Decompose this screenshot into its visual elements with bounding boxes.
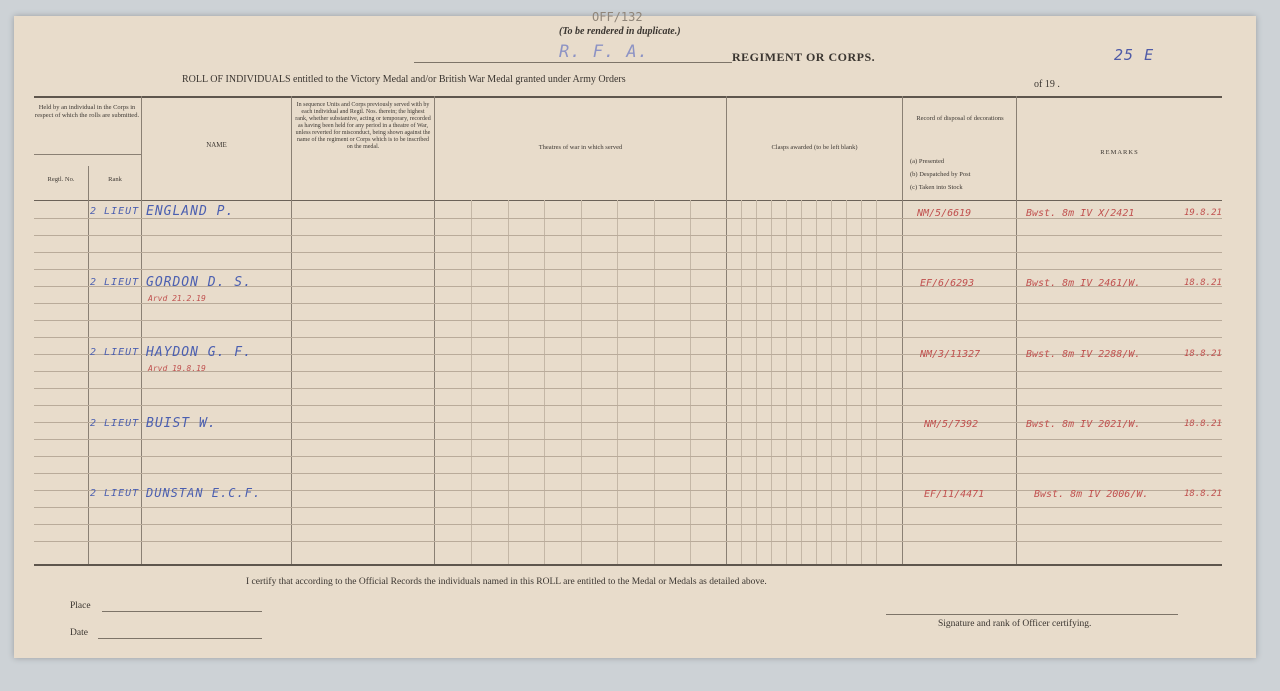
- regiment-label: REGIMENT OR CORPS.: [732, 50, 876, 64]
- entry-name: BUIST W.: [146, 416, 217, 431]
- clasp-subcol-line: [741, 200, 742, 564]
- clasp-subcol-line: [816, 200, 817, 564]
- row-rule: [34, 371, 1222, 372]
- entry-rank: 2 LIEUT: [90, 277, 140, 288]
- clasps-header: Clasps awarded (to be left blank): [771, 144, 858, 151]
- col-line: [141, 96, 142, 564]
- theatres-header: Theatres of war in which served: [538, 144, 623, 151]
- clasp-subcol-line: [861, 200, 862, 564]
- entry-date: 18.8.21: [1184, 419, 1222, 429]
- theatre-subcol-line: [508, 200, 509, 564]
- row-rule: [34, 439, 1222, 440]
- top-stamp: OFF/132: [592, 10, 643, 24]
- entry-note: Arvd 21.2.19: [148, 294, 206, 303]
- signature-label: Signature and rank of Officer certifying.: [938, 619, 1092, 629]
- roll-title: ROLL OF INDIVIDUALS entitled to the Victory Medal and/or British War Medal granted under Army Orders: [182, 74, 626, 85]
- certify-statement: I certify that according to the Official Records the individuals named in this ROLL are entitled to the Medal or Medals as detailed above.: [246, 577, 767, 587]
- entry-rank: 2 LIEUT: [90, 418, 140, 429]
- entry-name: GORDON D. S.: [146, 275, 252, 290]
- entry-remarks: Bwst. 8m IV 2461/W.: [1026, 278, 1141, 289]
- col-line: [291, 96, 292, 564]
- entry-rank: 2 LIEUT: [90, 488, 140, 499]
- entry-remarks: Bwst. 8m IV X/2421: [1026, 208, 1135, 219]
- row-rule: [34, 337, 1222, 338]
- clasp-subcol-line: [801, 200, 802, 564]
- row-rule: [34, 252, 1222, 253]
- row-rule: [34, 405, 1222, 406]
- row-rule: [34, 320, 1222, 321]
- theatre-subcol-line: [471, 200, 472, 564]
- entry-record: EF/6/6293: [920, 278, 975, 289]
- clasp-subcol-line: [846, 200, 847, 564]
- signature-line: [886, 614, 1178, 615]
- duplicate-note: (To be rendered in duplicate.): [559, 26, 681, 37]
- table-bottom-border: [34, 564, 1222, 566]
- col-line: [726, 96, 727, 564]
- reference-number: 25 E: [1114, 46, 1155, 64]
- theatre-subcol-line: [581, 200, 582, 564]
- record-header: Record of disposal of decorations: [916, 115, 1004, 122]
- entry-date: 18.8.21: [1184, 278, 1222, 288]
- entry-rank: 2 LIEUT: [90, 347, 140, 358]
- row-rule: [34, 456, 1222, 457]
- entry-name: HAYDON G. F.: [146, 345, 252, 360]
- corps-handwritten: R. F. A.: [559, 42, 649, 62]
- regtl-no-header: Regtl. No.: [47, 176, 75, 183]
- clasp-subcol-line: [756, 200, 757, 564]
- clasp-subcol-line: [876, 200, 877, 564]
- table-top-border: [34, 96, 1222, 98]
- clasp-subcol-line: [786, 200, 787, 564]
- col-line: [88, 166, 89, 564]
- theatre-subcol-line: [654, 200, 655, 564]
- col-line: [434, 96, 435, 564]
- rank-header: Rank: [108, 176, 122, 183]
- row-rule: [34, 541, 1222, 542]
- entry-remarks: Bwst. 8m IV 2006/W.: [1034, 489, 1149, 500]
- corps-underline: [414, 62, 732, 63]
- row-rule: [34, 473, 1222, 474]
- units-header: In sequence Units and Corps previously served with by each individual and Regtl. Nos. therein; the highest rank, whether substantive, acting or temporary, recorded as having been held for any period in a theatre of War, unless reverted for misconduct, being shown against the name of the regiment or Corps which is to be inscribed on the medal.: [295, 102, 431, 150]
- theatre-subcol-line: [617, 200, 618, 564]
- clasp-subcol-line: [771, 200, 772, 564]
- entry-name: DUNSTAN E.C.F.: [146, 486, 262, 500]
- entry-remarks: Bwst. 8m IV 2288/W.: [1026, 349, 1141, 360]
- theatre-subcol-line: [690, 200, 691, 564]
- col-line: [902, 96, 903, 564]
- held-by-header: Held by an individual in the Corps in respect of which the rolls are submitted.: [34, 104, 140, 119]
- col-line: [1016, 96, 1017, 564]
- row-rule: [34, 235, 1222, 236]
- of-year: of 19 .: [1034, 79, 1060, 90]
- row-rule: [34, 524, 1222, 525]
- clasp-subcol-line: [831, 200, 832, 564]
- entry-rank: 2 LIEUT: [90, 206, 140, 217]
- record-a: (a) Presented: [910, 158, 945, 165]
- date-line: [98, 638, 262, 639]
- record-b: (b) Despatched by Post: [910, 171, 971, 178]
- entry-date: 19.8.21: [1184, 208, 1222, 218]
- row-rule: [34, 303, 1222, 304]
- entry-date: 18.8.21: [1184, 489, 1222, 499]
- entry-record: EF/11/4471: [924, 489, 985, 500]
- record-c: (c) Taken into Stock: [910, 184, 963, 191]
- row-rule: [34, 388, 1222, 389]
- entry-date: 18.8.21: [1184, 349, 1222, 359]
- date-label: Date: [70, 628, 88, 638]
- entry-remarks: Bwst. 8m IV 2021/W.: [1026, 419, 1141, 430]
- place-line: [102, 611, 262, 612]
- entry-record: NM/5/7392: [924, 419, 979, 430]
- row-rule: [34, 269, 1222, 270]
- entry-record: NM/5/6619: [917, 208, 972, 219]
- name-header: NAME: [206, 141, 227, 149]
- theatre-subcol-line: [544, 200, 545, 564]
- row-rule: [34, 507, 1222, 508]
- entry-note: Arvd 19.8.19: [148, 364, 206, 373]
- medal-roll-document: [14, 10, 1256, 658]
- place-label: Place: [70, 601, 91, 611]
- remarks-header: REMARKS: [1100, 149, 1139, 156]
- entry-name: ENGLAND P.: [146, 204, 235, 219]
- header-bottom-border: [34, 200, 1222, 201]
- entry-record: NM/3/11327: [920, 349, 981, 360]
- held-by-divider: [34, 154, 141, 155]
